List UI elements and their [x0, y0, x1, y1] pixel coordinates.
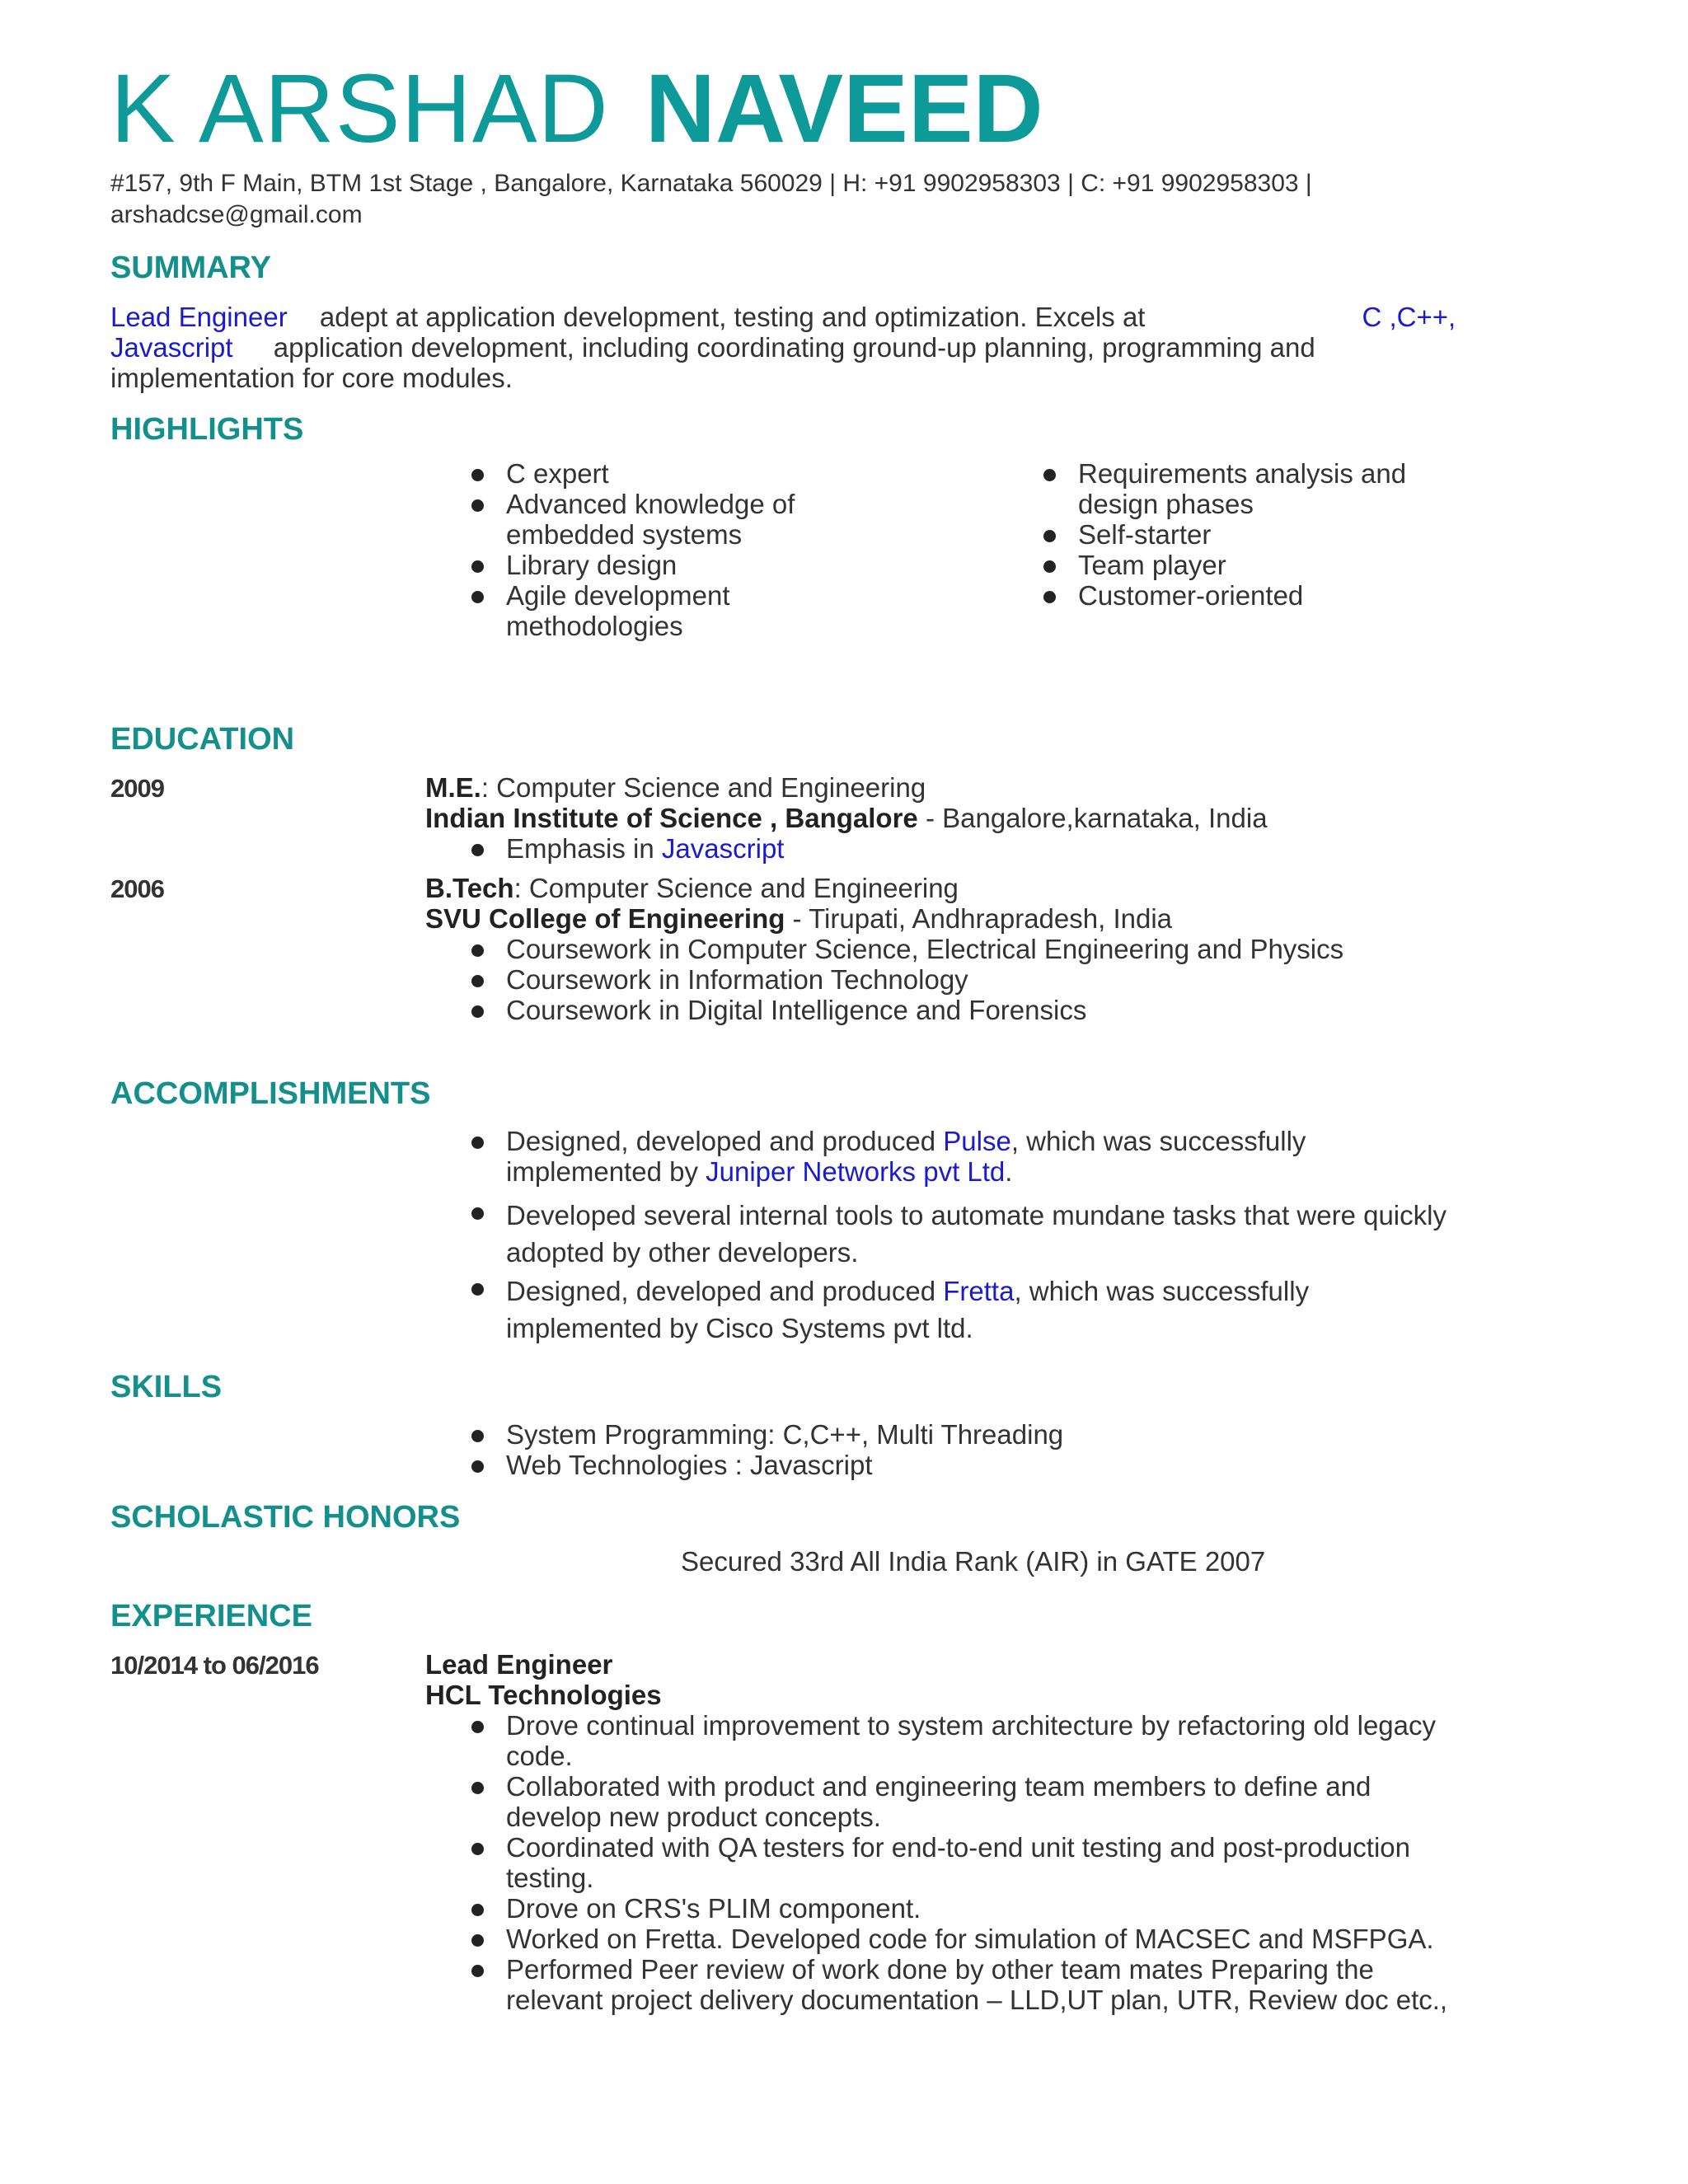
degree-name: M.E. — [425, 772, 481, 803]
summary-role-link[interactable]: Lead Engineer — [110, 302, 288, 332]
list-item: Drove continual improvement to system architecture by refactoring old legacy code. — [462, 1710, 1467, 1771]
list-item — [462, 1126, 1467, 1187]
education-heading: EDUCATION — [110, 722, 295, 757]
list-item — [462, 1272, 1467, 1347]
honor-text: Secured 33rd All India Rank (AIR) in GATE 2007 — [681, 1546, 1266, 1577]
bullet-text: implemented by — [506, 1156, 706, 1187]
experience-dates: 10/2014 to 06/2016 — [110, 1651, 319, 1680]
list-item: Library design — [462, 550, 857, 580]
juniper-link[interactable]: Juniper Networks pvt Ltd — [706, 1156, 1006, 1187]
company-name — [425, 1680, 662, 1710]
bullet-text: Emphasis in — [506, 833, 662, 864]
list-item: Coursework in Digital Intelligence and Forensics — [462, 995, 1492, 1025]
highlights-heading: HIGHLIGHTS — [110, 412, 304, 447]
list-item: Worked on Fretta. Developed code for simulation of MACSEC and MSFPGA. — [462, 1924, 1467, 1954]
summary-text-2: application development, including coordinating ground-up planning, programming and — [273, 332, 1315, 363]
education-bullets — [462, 833, 1451, 864]
list-item — [462, 833, 1451, 864]
list-item: C expert — [462, 458, 857, 489]
list-item: Collaborated with product and engineering team members to define and develop new product concepts. — [462, 1771, 1467, 1832]
honors-heading: SCHOLASTIC HONORS — [110, 1500, 461, 1535]
education-degree — [425, 772, 926, 803]
summary-text-1: adept at application development, testing and optimization. Excels at — [319, 302, 1146, 332]
last-name: NAVEED — [645, 54, 1043, 163]
education-school — [425, 903, 1172, 934]
summary-javascript-link[interactable]: Javascript — [110, 332, 233, 363]
list-item: Requirements analysis and design phases — [1034, 458, 1462, 519]
accomplishments-heading: ACCOMPLISHMENTS — [110, 1076, 431, 1111]
job-title — [425, 1649, 612, 1680]
education-year: 2006 — [110, 874, 164, 903]
experience-bullets — [462, 1710, 1467, 2015]
summary-langs-link[interactable]: C ,C++, — [1362, 302, 1456, 332]
bullet-text: , which was successfully — [1010, 1126, 1306, 1156]
experience-heading: EXPERIENCE — [110, 1599, 312, 1633]
contact-info — [110, 168, 1429, 231]
skills-list — [462, 1419, 1451, 1480]
list-item: Developed several internal tools to automate mundane tasks that were quickly adopted by other developers. — [462, 1197, 1467, 1271]
list-item: Team player — [1034, 550, 1462, 580]
degree-name: B.Tech — [425, 873, 514, 903]
summary-line-1 — [110, 302, 1470, 332]
school-name: SVU College of Engineering — [425, 903, 785, 934]
list-item: Coursework in Computer Science, Electrical Engineering and Physics — [462, 934, 1492, 964]
degree-field: : Computer Science and Engineering — [481, 772, 926, 803]
bullet-text: . — [1005, 1156, 1013, 1187]
contact-email: arshadcse@gmail.com — [110, 201, 363, 228]
summary-line-2 — [110, 332, 1470, 363]
school-location: - Tirupati, Andhrapradesh, India — [785, 903, 1173, 934]
education-degree — [425, 873, 959, 903]
bullet-text: , which was successfully — [1014, 1276, 1310, 1306]
list-item: Coursework in Information Technology — [462, 964, 1492, 995]
candidate-name — [110, 51, 1043, 166]
javascript-link[interactable]: Javascript — [661, 833, 785, 864]
list-item: Performed Peer review of work done by other team mates Preparing the relevant project delivery documentation – LLD,UT plan, UTR, Review doc etc., — [462, 1954, 1467, 2015]
bullet-text: implemented by Cisco Systems pvt ltd. — [506, 1313, 973, 1343]
company-name-text: HCL Technologies — [425, 1680, 662, 1710]
job-title-text: Lead Engineer — [425, 1649, 613, 1680]
summary-text — [110, 302, 1470, 393]
highlights-right-list — [1034, 458, 1462, 611]
list-item: Coordinated with QA testers for end-to-end unit testing and post-production testing. — [462, 1832, 1467, 1893]
skills-heading: SKILLS — [110, 1370, 223, 1404]
list-item: System Programming: C,C++, Multi Threading — [462, 1419, 1451, 1450]
accomplishments-list — [462, 1126, 1467, 1347]
education-year: 2009 — [110, 774, 164, 803]
list-item: Advanced knowledge of embedded systems — [462, 489, 857, 550]
contact-address-phone: #157, 9th F Main, BTM 1st Stage , Bangalore, Karnataka 560029 | H: +91 9902958303 | C: +91 9902958303 | — [110, 170, 1312, 197]
list-item: Drove on CRS's PLIM component. — [462, 1893, 1467, 1924]
list-item: Customer-oriented — [1034, 580, 1462, 611]
summary-heading: SUMMARY — [110, 251, 271, 285]
bullet-text: Designed, developed and produced — [506, 1126, 944, 1156]
list-item: Self-starter — [1034, 519, 1462, 550]
education-bullets — [462, 934, 1492, 1025]
education-school — [425, 803, 1268, 833]
pulse-link[interactable]: Pulse — [943, 1126, 1011, 1156]
first-name: K ARSHAD — [110, 54, 609, 163]
school-name: Indian Institute of Science , Bangalore — [425, 803, 918, 833]
list-item: Web Technologies : Javascript — [462, 1450, 1451, 1480]
summary-line-3: implementation for core modules. — [110, 363, 513, 393]
list-item: Agile development methodologies — [462, 580, 857, 641]
school-location: - Bangalore,karnataka, India — [917, 803, 1268, 833]
bullet-text: Designed, developed and produced — [506, 1276, 944, 1306]
fretta-link[interactable]: Fretta — [943, 1276, 1015, 1306]
highlights-left-list — [462, 458, 857, 641]
degree-field: : Computer Science and Engineering — [513, 873, 959, 903]
